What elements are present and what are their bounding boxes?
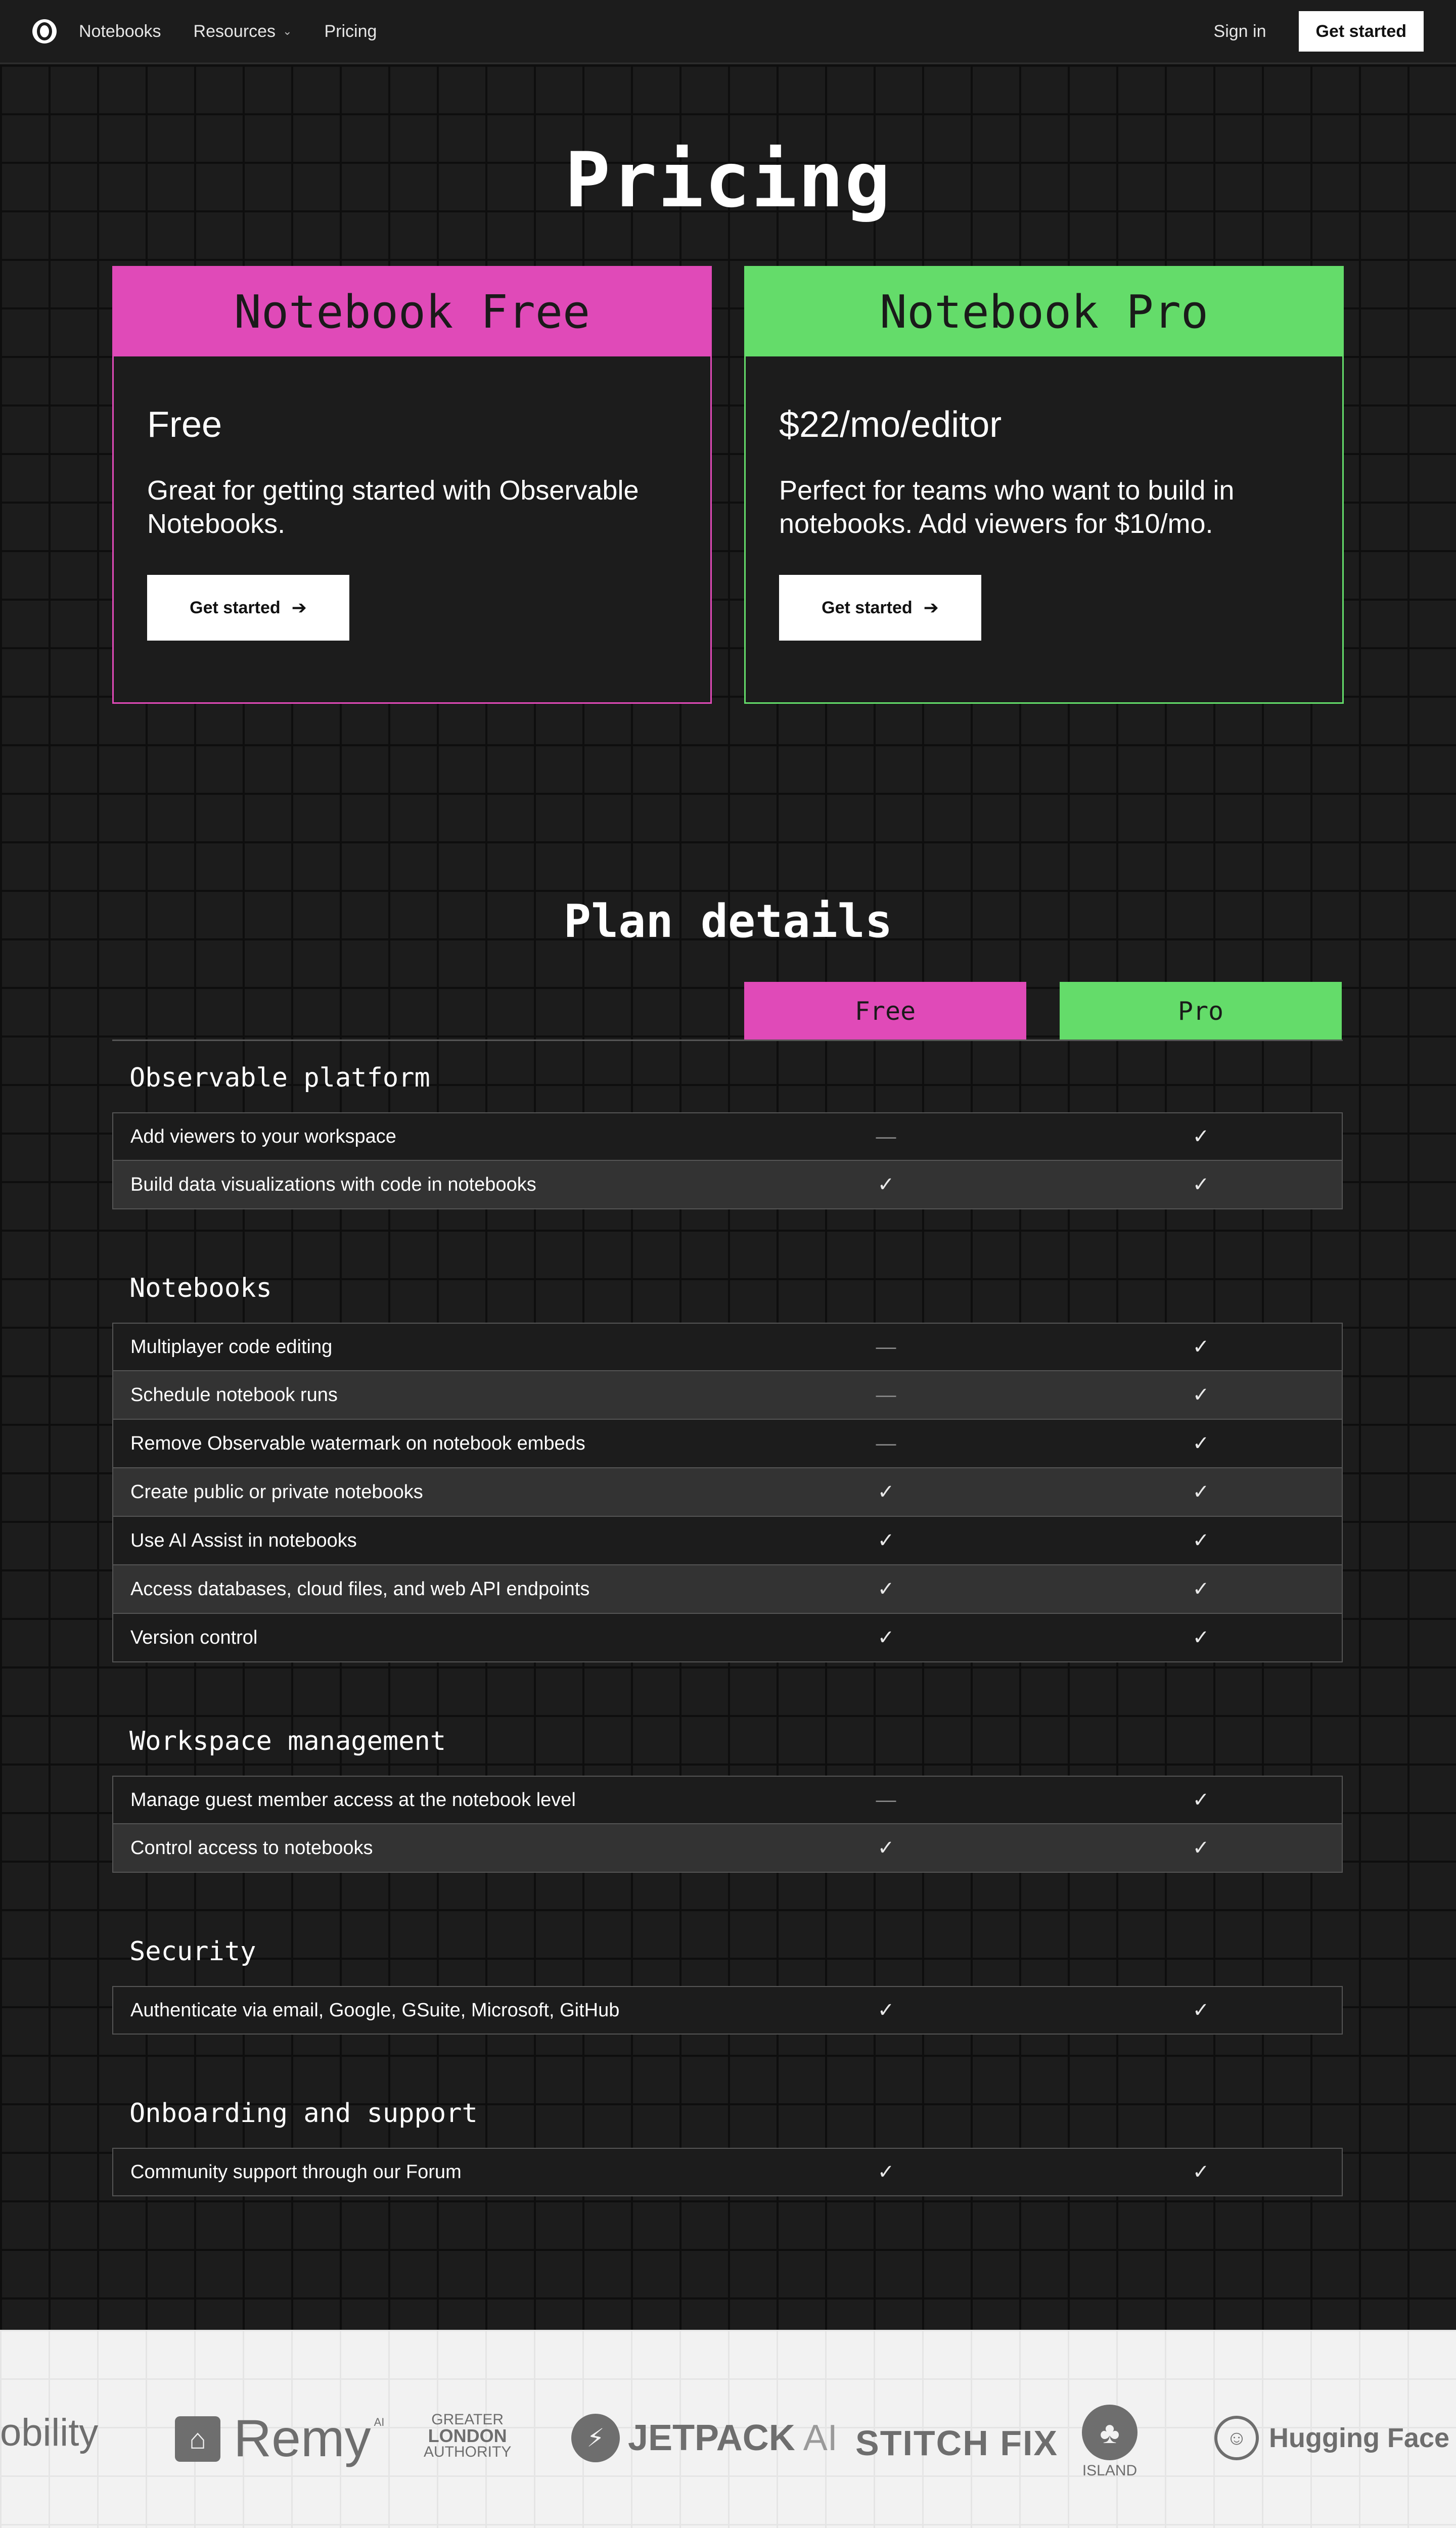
sign-in-link[interactable]: Sign in: [1213, 21, 1266, 41]
check-icon: ✓: [877, 1173, 895, 1196]
check-icon: ✓: [1192, 1578, 1210, 1600]
feature-label: Remove Observable watermark on notebook embeds: [130, 1432, 585, 1454]
feature-label: Use AI Assist in notebooks: [130, 1529, 357, 1551]
arrow-right-icon: ➔: [291, 597, 307, 618]
jetpack-bolt-icon: ⚡: [571, 2414, 620, 2462]
group-title-onboarding-support: Onboarding and support: [129, 2098, 478, 2129]
feature-label: Schedule notebook runs: [130, 1384, 338, 1406]
button-label: Get started: [190, 598, 281, 617]
check-icon: ✓: [877, 1837, 895, 1859]
feature-label: Version control: [130, 1627, 258, 1648]
get-started-pro-button[interactable]: [779, 575, 981, 641]
availability-pro: [1060, 1480, 1342, 1504]
dash-icon: —: [876, 1432, 896, 1455]
availability-free: [745, 2160, 1027, 2184]
logo-text: obility: [0, 2411, 99, 2454]
feature-label: Multiplayer code editing: [130, 1336, 333, 1358]
availability-pro: [1060, 1626, 1342, 1649]
availability-pro: [1060, 1125, 1342, 1148]
check-icon: ✓: [1192, 2161, 1210, 2183]
availability-pro: [1060, 1529, 1342, 1552]
feature-label: Access databases, cloud files, and web API endpoints: [130, 1578, 590, 1600]
check-icon: ✓: [877, 2161, 895, 2183]
table-row: [112, 1112, 1343, 1161]
button-label: Get started: [822, 598, 913, 617]
logo-greater-london-authority: [424, 2412, 511, 2460]
logo-island: [1082, 2405, 1138, 2479]
availability-pro: [1060, 1577, 1342, 1601]
logo-text: Remy: [234, 2409, 371, 2468]
plan-card-pro: [744, 266, 1344, 704]
logo-stitch-fix: [855, 2423, 1058, 2463]
logo-jetpack-ai: [571, 2414, 838, 2462]
feature-rows-onboarding-support: [112, 2148, 1343, 2196]
feature-label: Create public or private notebooks: [130, 1481, 423, 1503]
table-row: [112, 2148, 1343, 2196]
nav-get-started-button[interactable]: Get started: [1299, 11, 1424, 52]
page-title: Pricing: [564, 137, 892, 224]
get-started-free-button[interactable]: [147, 575, 349, 641]
table-row: [112, 1161, 1343, 1209]
check-icon: ✓: [1192, 1125, 1210, 1148]
check-icon: ✓: [877, 1627, 895, 1649]
feature-label: Add viewers to your workspace: [130, 1125, 396, 1147]
logo-text: STITCH FIX: [855, 2423, 1059, 2463]
check-icon: ✓: [877, 1481, 895, 1503]
plan-description: Great for getting started with Observable Notebooks.: [147, 475, 639, 539]
check-icon: ✓: [877, 1578, 895, 1600]
availability-free: [745, 1626, 1027, 1649]
logo-text: Hugging Face: [1269, 2423, 1450, 2453]
dash-icon: —: [876, 1788, 896, 1811]
group-title-workspace-management: Workspace management: [129, 1726, 446, 1756]
group-title-notebooks: Notebooks: [129, 1273, 272, 1303]
logo-suffix: AI: [803, 2418, 838, 2458]
availability-free: [745, 1384, 1027, 1407]
group-title-security: Security: [129, 1936, 256, 1967]
arrow-right-icon: ➔: [923, 597, 939, 618]
availability-free: [745, 1480, 1027, 1504]
check-icon: ✓: [877, 1999, 895, 2021]
column-header-free: Free: [744, 982, 1026, 1041]
plan-card-free: [112, 266, 712, 704]
feature-label: Manage guest member access at the notebook level: [130, 1789, 576, 1811]
plan-price: Free: [147, 404, 222, 445]
feature-label: Community support through our Forum: [130, 2161, 462, 2183]
plan-details-title: Plan details: [563, 895, 893, 948]
feature-label: Authenticate via email, Google, GSuite, Microsoft, GitHub: [130, 1999, 620, 2021]
observable-logo-icon[interactable]: [32, 19, 57, 43]
table-divider: [112, 1040, 1343, 1041]
check-icon: ✓: [877, 1529, 895, 1552]
availability-pro: [1060, 1788, 1342, 1812]
logo-remy: [175, 2409, 384, 2469]
plan-name: Notebook Free: [114, 267, 710, 356]
table-row: [112, 1468, 1343, 1517]
check-icon: ✓: [1192, 1837, 1210, 1859]
availability-pro: [1060, 2160, 1342, 2184]
nav-link-resources[interactable]: [194, 22, 292, 41]
table-row: [112, 1776, 1343, 1824]
logo-line: AUTHORITY: [424, 2444, 512, 2460]
dash-icon: —: [876, 1125, 896, 1148]
nav-link-pricing[interactable]: Pricing: [324, 21, 377, 41]
plan-description: Perfect for teams who want to build in notebooks. Add viewers for $10/mo.: [779, 475, 1235, 539]
logo-suffix: AI: [374, 2416, 385, 2428]
check-icon: ✓: [1192, 1529, 1210, 1552]
dash-icon: —: [876, 1383, 896, 1406]
logo-line: LONDON: [428, 2425, 507, 2446]
check-icon: ✓: [1192, 1481, 1210, 1503]
column-header-pro: Pro: [1060, 982, 1342, 1041]
plan-name: Notebook Pro: [746, 267, 1342, 356]
availability-free: [745, 1529, 1027, 1552]
table-row: [112, 1371, 1343, 1420]
check-icon: ✓: [1192, 1627, 1210, 1649]
logo-hugging-face: [1214, 2416, 1449, 2460]
house-icon: ⌂: [175, 2416, 220, 2462]
availability-free: [745, 1577, 1027, 1601]
availability-pro: [1060, 1173, 1342, 1196]
plan-price: $22/mo/editor: [779, 404, 1002, 445]
logo-text: ISLAND: [1082, 2462, 1138, 2479]
table-row: [112, 1565, 1343, 1614]
hugging-face-emoji-icon: ☺: [1214, 2416, 1259, 2460]
table-row: [112, 1824, 1343, 1873]
check-icon: ✓: [1192, 1173, 1210, 1196]
table-row: [112, 1420, 1343, 1468]
feature-rows-security: [112, 1986, 1343, 2035]
group-title-observable-platform: Observable platform: [129, 1063, 430, 1093]
table-row: [112, 1614, 1343, 1662]
feature-rows-observable-platform: [112, 1112, 1343, 1209]
check-icon: ✓: [1192, 1999, 1210, 2021]
nav-link-notebooks[interactable]: Notebooks: [79, 21, 161, 41]
chevron-down-icon: ⌄: [283, 25, 292, 37]
availability-free: [745, 1789, 1027, 1812]
availability-pro: [1060, 1999, 1342, 2022]
check-icon: ✓: [1192, 1789, 1210, 1811]
availability-pro: [1060, 1432, 1342, 1455]
availability-free: [745, 1125, 1027, 1148]
feature-rows-notebooks: [112, 1323, 1343, 1662]
logo-text: JETPACK: [628, 2418, 795, 2458]
availability-free: [745, 1836, 1027, 1860]
dash-icon: —: [876, 1335, 896, 1358]
availability-free: [745, 1336, 1027, 1359]
check-icon: ✓: [1192, 1384, 1210, 1406]
availability-pro: [1060, 1836, 1342, 1860]
availability-free: [745, 1173, 1027, 1196]
table-row: [112, 1323, 1343, 1371]
logo-line: GREATER: [431, 2411, 504, 2428]
check-icon: ✓: [1192, 1336, 1210, 1358]
feature-label: Control access to notebooks: [130, 1837, 373, 1859]
palm-tree-icon: ♣: [1082, 2405, 1138, 2460]
table-row: [112, 1517, 1343, 1565]
top-nav: [0, 0, 1456, 64]
feature-rows-workspace-management: [112, 1776, 1343, 1873]
availability-pro: [1060, 1383, 1342, 1407]
availability-free: [745, 1432, 1027, 1455]
availability-pro: [1060, 1335, 1342, 1359]
nav-link-resources-label: Resources: [193, 21, 276, 41]
check-icon: ✓: [1192, 1432, 1210, 1455]
table-row: [112, 1986, 1343, 2035]
feature-label: Build data visualizations with code in notebooks: [130, 1173, 536, 1195]
logo-obility: [0, 2411, 98, 2455]
availability-free: [745, 1999, 1027, 2022]
